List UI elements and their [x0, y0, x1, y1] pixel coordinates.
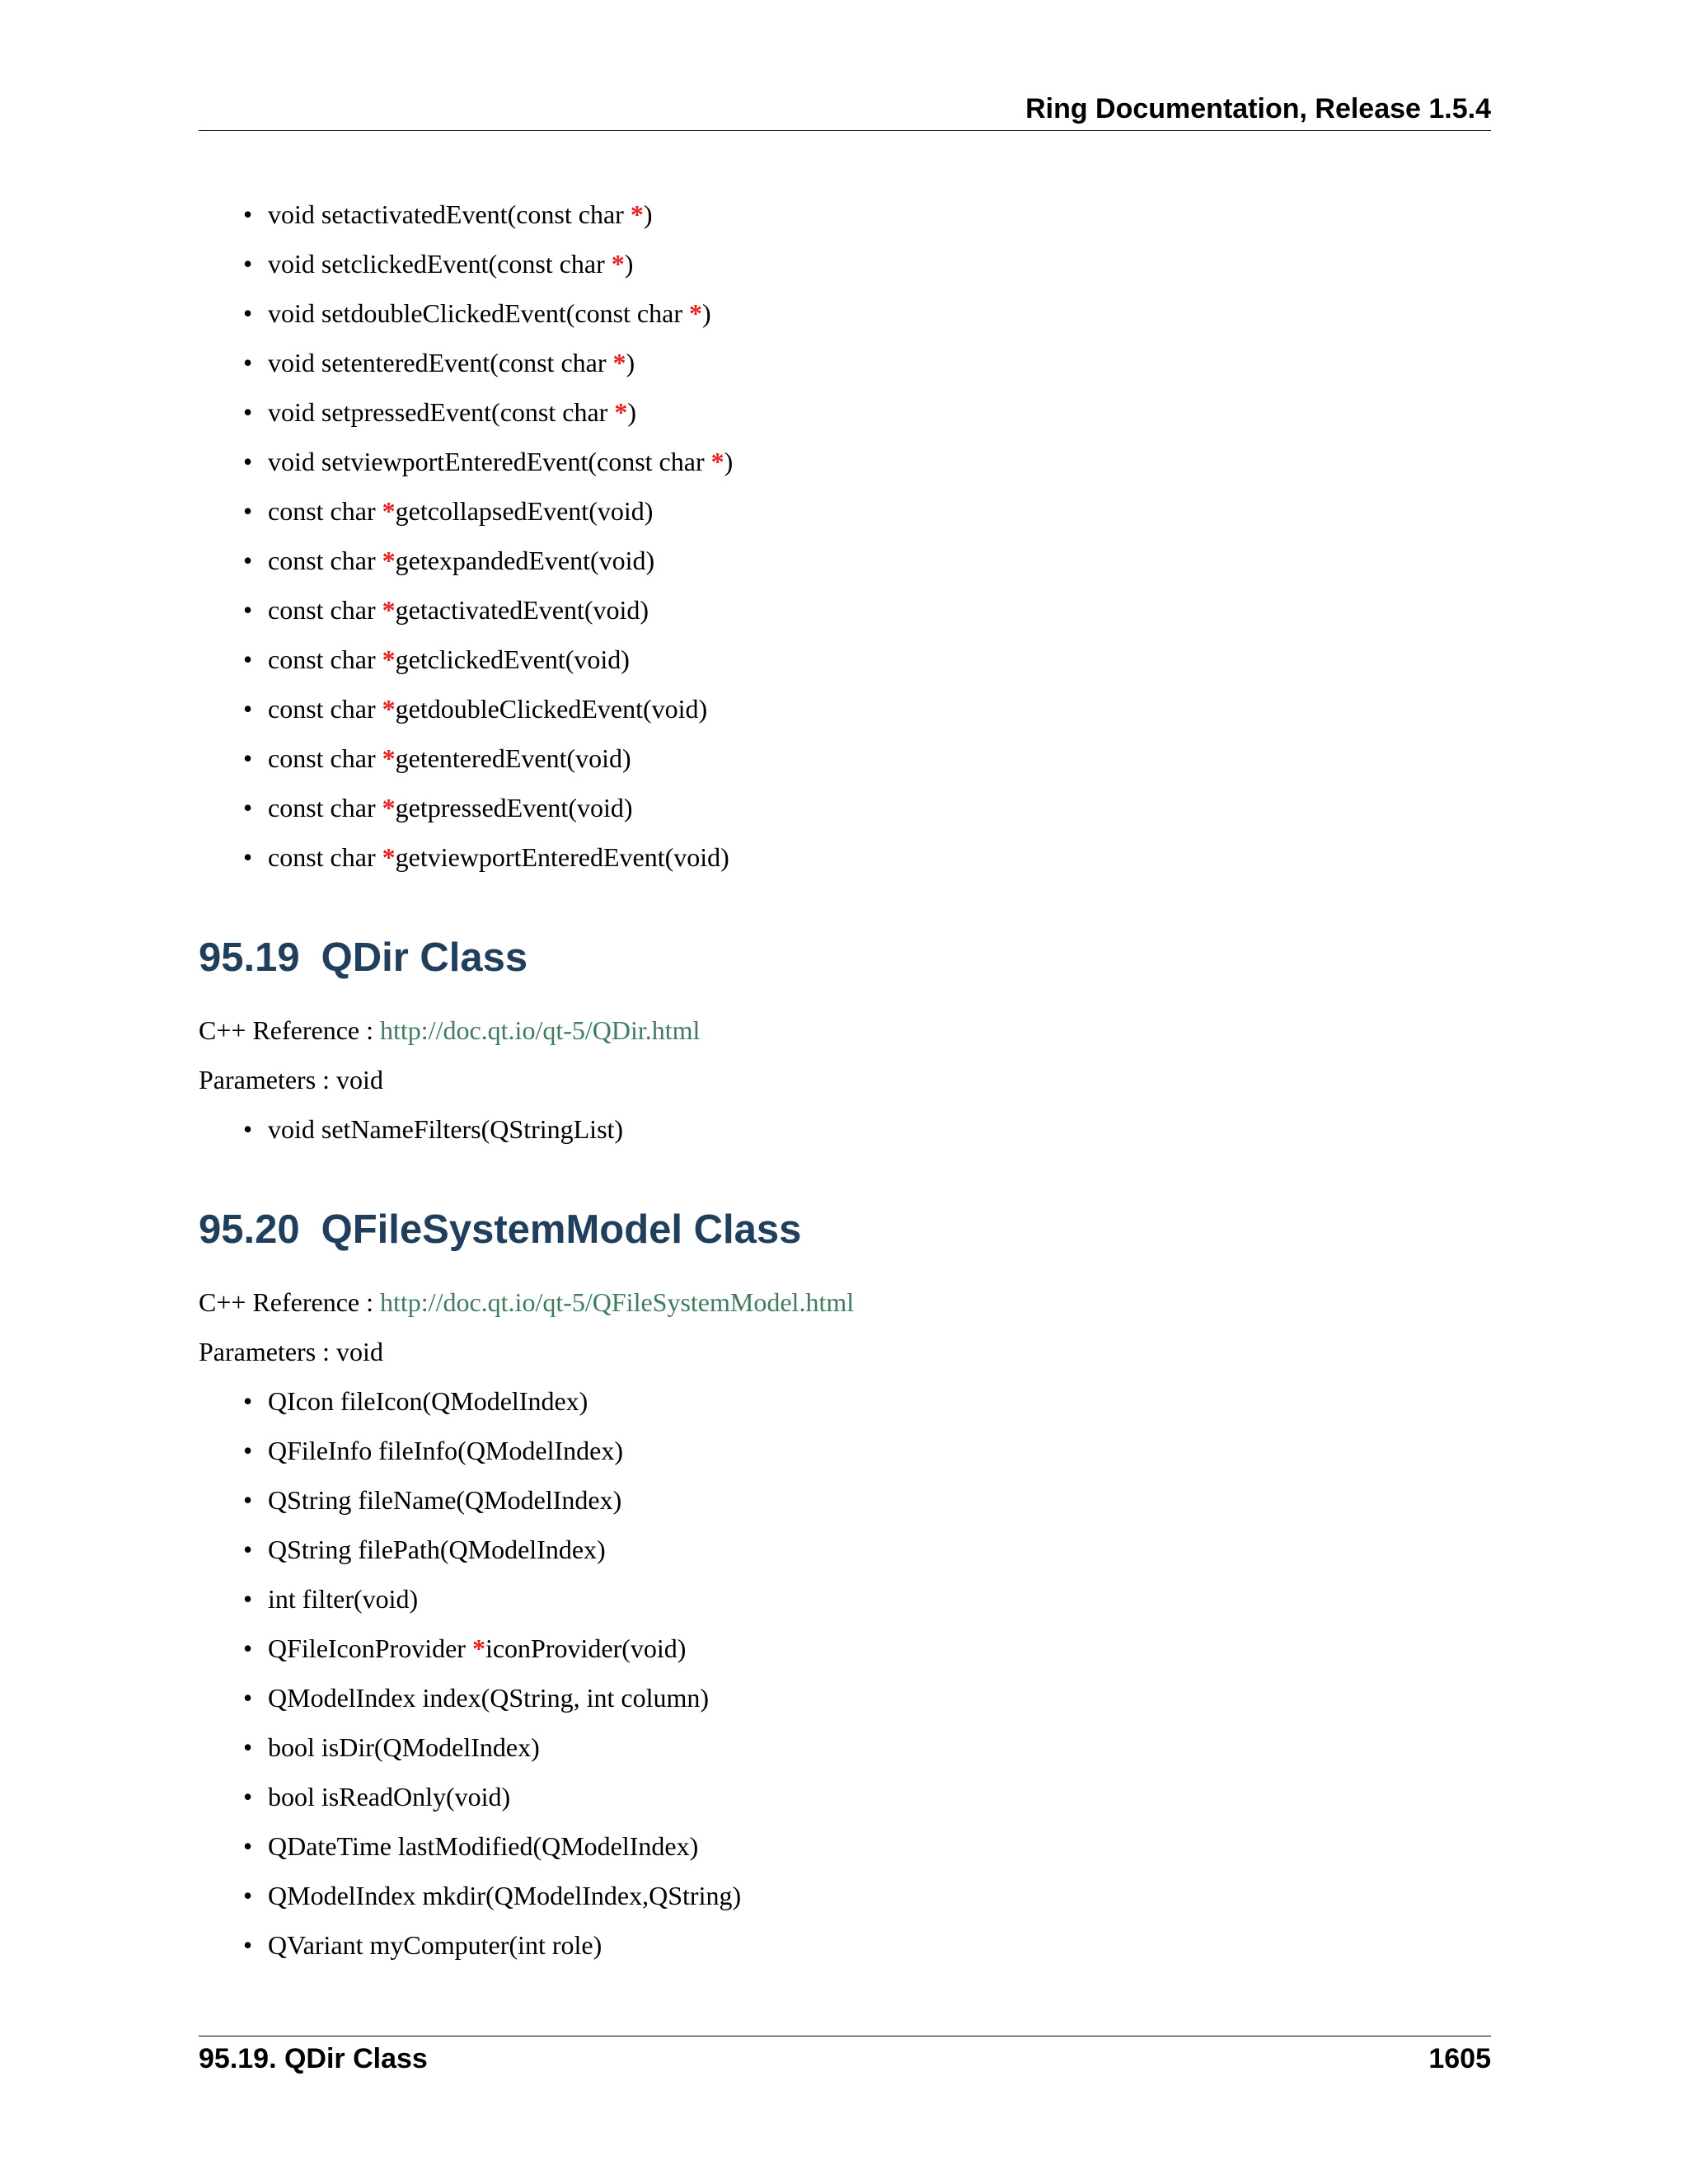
bullet-icon: • [243, 1485, 253, 1515]
list-item [243, 1879, 1491, 1912]
list-item [243, 1434, 1491, 1467]
page-content [199, 198, 1491, 1961]
list-item [243, 1681, 1491, 1714]
bullet-icon: • [243, 1930, 253, 1960]
list-item [243, 544, 1491, 577]
pointer-asterisk: * [382, 496, 396, 526]
bullet-icon: • [243, 842, 253, 872]
list-item [243, 396, 1491, 429]
parameters-qdir: Parameters : void [199, 1065, 383, 1094]
method-signature-rest: ) [643, 199, 653, 229]
method-signature-rest: ) [701, 298, 711, 328]
method-signature: const char [268, 496, 382, 526]
bullet-icon: • [243, 644, 253, 674]
bullet-icon: • [243, 1732, 253, 1762]
bullet-icon: • [243, 1782, 253, 1811]
bullet-icon: • [243, 397, 253, 427]
list-item [243, 1731, 1491, 1764]
method-signature: void setpressedEvent(const char [268, 397, 615, 427]
method-signature-rest: iconProvider(void) [485, 1633, 687, 1663]
list-item [243, 1385, 1491, 1418]
bullet-icon: • [243, 447, 253, 476]
bullet-icon: • [243, 1386, 253, 1416]
method-signature-rest: getcollapsedEvent(void) [395, 496, 654, 526]
method-signature: QDateTime lastModified(QModelIndex) [268, 1831, 699, 1861]
pointer-asterisk: * [382, 743, 396, 773]
method-list-top [199, 198, 1491, 874]
list-item [243, 643, 1491, 676]
list-item [243, 1780, 1491, 1813]
method-signature-rest: getpressedEvent(void) [395, 793, 633, 823]
bullet-icon: • [243, 1114, 253, 1144]
list-item [243, 593, 1491, 626]
method-signature: void setclickedEvent(const char [268, 249, 612, 279]
list-item [243, 841, 1491, 874]
pointer-asterisk: * [382, 842, 396, 872]
method-signature: const char [268, 793, 382, 823]
list-item [243, 247, 1491, 280]
method-signature-rest: getdoubleClickedEvent(void) [395, 694, 708, 724]
bullet-icon: • [243, 1436, 253, 1465]
list-item [243, 1483, 1491, 1516]
method-signature: const char [268, 595, 382, 625]
pointer-asterisk: * [382, 546, 396, 575]
pointer-asterisk: * [382, 644, 396, 674]
footer-section-label: 95.19. QDir Class [199, 2043, 428, 2074]
bullet-icon: • [243, 1881, 253, 1910]
pointer-asterisk: * [612, 348, 626, 377]
method-signature: QString fileName(QModelIndex) [268, 1485, 622, 1515]
section-title-text: QFileSystemModel Class [321, 1207, 802, 1252]
method-signature: void setviewportEnteredEvent(const char [268, 447, 711, 476]
bullet-icon: • [243, 1535, 253, 1564]
method-signature-rest: getexpandedEvent(void) [395, 546, 655, 575]
pointer-asterisk: * [688, 298, 702, 328]
method-signature: bool isDir(QModelIndex) [268, 1732, 540, 1762]
method-signature-rest: ) [624, 249, 634, 279]
method-signature: QFileIconProvider [268, 1633, 472, 1663]
bullet-icon: • [243, 1683, 253, 1713]
method-signature: int filter(void) [268, 1584, 419, 1614]
method-list-qfilesystemmodel [199, 1385, 1491, 1961]
header-rule [199, 130, 1491, 131]
running-footer [199, 2042, 1491, 2075]
section-title-text: QDir Class [321, 935, 528, 980]
list-item [243, 494, 1491, 527]
pointer-asterisk: * [471, 1633, 485, 1663]
reference-link-qdir[interactable]: http://doc.qt.io/qt-5/QDir.html [380, 1015, 701, 1045]
reference-label: C++ Reference : [199, 1287, 380, 1317]
method-signature: void setdoubleClickedEvent(const char [268, 298, 689, 328]
method-signature: void setNameFilters(QStringList) [268, 1114, 624, 1144]
method-signature: void setenteredEvent(const char [268, 348, 613, 377]
method-signature: const char [268, 644, 382, 674]
list-item [243, 198, 1491, 231]
method-signature: QVariant myComputer(int role) [268, 1930, 603, 1960]
section-heading-qfilesystemmodel [199, 1205, 1491, 1254]
reference-link-qfilesystemmodel[interactable]: http://doc.qt.io/qt-5/QFileSystemModel.html [380, 1287, 855, 1317]
bullet-icon: • [243, 1584, 253, 1614]
method-signature-rest: getactivatedEvent(void) [395, 595, 649, 625]
method-signature: QIcon fileIcon(QModelIndex) [268, 1386, 588, 1416]
cpp-reference-qdir [199, 1014, 1491, 1047]
bullet-icon: • [243, 348, 253, 377]
list-item [243, 1113, 1491, 1146]
method-signature-rest: getclickedEvent(void) [395, 644, 630, 674]
page-number: 1605 [1428, 2043, 1491, 2074]
bullet-icon: • [243, 546, 253, 575]
bullet-icon: • [243, 199, 253, 229]
parameters-qfilesystemmodel: Parameters : void [199, 1337, 383, 1366]
reference-label: C++ Reference : [199, 1015, 380, 1045]
list-item [243, 346, 1491, 379]
bullet-icon: • [243, 793, 253, 823]
bullet-icon: • [243, 694, 253, 724]
method-signature: QFileInfo fileInfo(QModelIndex) [268, 1436, 623, 1465]
bullet-icon: • [243, 496, 253, 526]
pointer-asterisk: * [382, 694, 396, 724]
pointer-asterisk: * [382, 793, 396, 823]
section-number: 95.20 [199, 1207, 300, 1252]
pointer-asterisk: * [382, 595, 396, 625]
method-signature-rest: ) [626, 348, 635, 377]
method-signature: const char [268, 546, 382, 575]
list-item [243, 1582, 1491, 1615]
pointer-asterisk: * [630, 199, 644, 229]
method-signature: bool isReadOnly(void) [268, 1782, 511, 1811]
method-signature: const char [268, 842, 382, 872]
bullet-icon: • [243, 1831, 253, 1861]
bullet-icon: • [243, 595, 253, 625]
bullet-icon: • [243, 249, 253, 279]
list-item [243, 1830, 1491, 1863]
list-item [243, 791, 1491, 824]
method-signature-rest: ) [627, 397, 636, 427]
list-item [243, 692, 1491, 725]
method-signature: const char [268, 694, 382, 724]
method-signature-rest: getviewportEnteredEvent(void) [395, 842, 729, 872]
list-item [243, 1533, 1491, 1566]
method-signature: QModelIndex mkdir(QModelIndex,QString) [268, 1881, 742, 1910]
document-page [199, 0, 1491, 2184]
pointer-asterisk: * [614, 397, 628, 427]
pointer-asterisk: * [710, 447, 724, 476]
section-heading-qdir [199, 933, 1491, 982]
running-header: Ring Documentation, Release 1.5.4 [1025, 93, 1491, 124]
bullet-icon: • [243, 1633, 253, 1663]
section-number: 95.19 [199, 935, 300, 980]
method-signature: const char [268, 743, 382, 773]
method-signature-rest: getenteredEvent(void) [395, 743, 631, 773]
method-signature: QString filePath(QModelIndex) [268, 1535, 606, 1564]
cpp-reference-qfilesystemmodel [199, 1286, 1491, 1319]
method-list-qdir [199, 1113, 1491, 1146]
list-item [243, 445, 1491, 478]
list-item [243, 742, 1491, 775]
list-item [243, 1929, 1491, 1961]
list-item [243, 297, 1491, 330]
method-signature: void setactivatedEvent(const char [268, 199, 631, 229]
bullet-icon: • [243, 298, 253, 328]
method-signature: QModelIndex index(QString, int column) [268, 1683, 710, 1713]
pointer-asterisk: * [611, 249, 625, 279]
list-item [243, 1632, 1491, 1665]
bullet-icon: • [243, 743, 253, 773]
method-signature-rest: ) [724, 447, 734, 476]
